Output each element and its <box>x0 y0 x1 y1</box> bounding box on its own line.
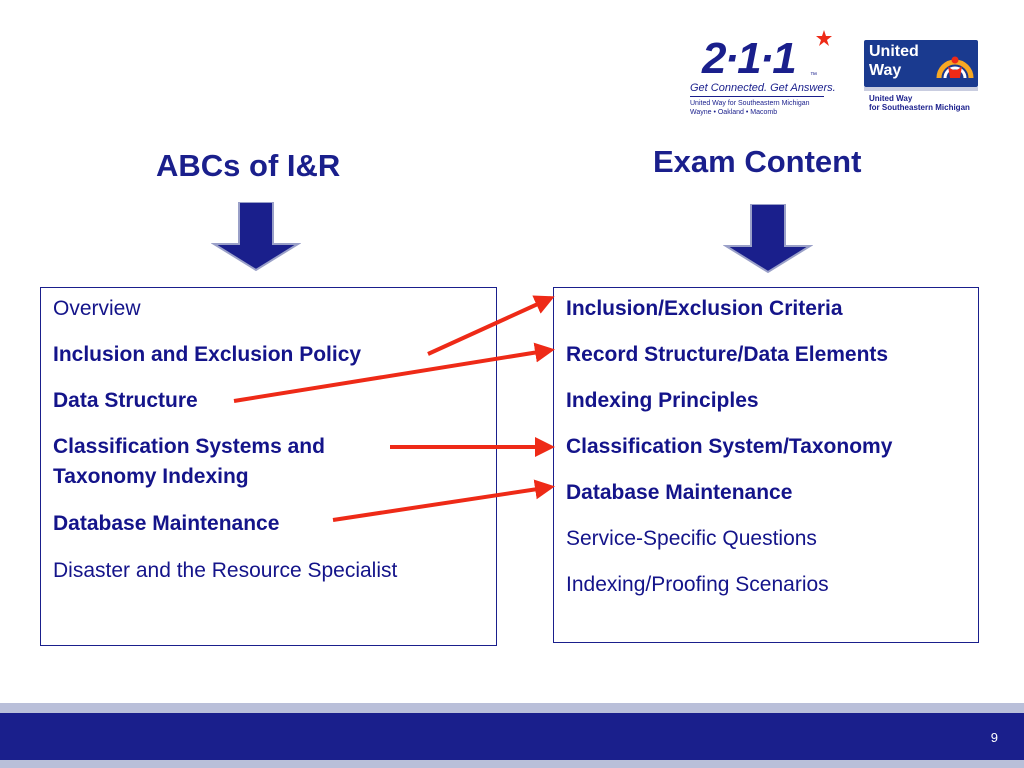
list-item: Taxonomy Indexing <box>53 465 249 488</box>
two11-line2: Wayne • Oakland • Macomb <box>690 109 778 116</box>
list-item: Disaster and the Resource Specialist <box>53 559 398 582</box>
footer-band <box>0 703 1024 713</box>
list-item: Indexing/Proofing Scenarios <box>566 573 829 596</box>
list-item: Overview <box>53 297 141 320</box>
list-item: Database Maintenance <box>566 481 793 504</box>
right-heading: Exam Content <box>653 144 862 179</box>
list-item: Database Maintenance <box>53 512 280 535</box>
connector-arrow <box>428 298 551 354</box>
two11-tagline: Get Connected. Get Answers. <box>690 82 836 94</box>
connector-arrow <box>333 487 551 520</box>
footer-bar <box>0 713 1024 760</box>
united-way-line2: Way <box>869 62 902 79</box>
list-item: Classification System/Taxonomy <box>566 435 893 458</box>
page-number: 9 <box>990 730 998 745</box>
footer-bottom-band <box>0 760 1024 768</box>
list-item: Inclusion and Exclusion Policy <box>53 343 362 366</box>
united-way-line1: United <box>869 43 919 60</box>
list-item: Service-Specific Questions <box>566 527 817 550</box>
list-item: Classification Systems and <box>53 435 325 458</box>
two11-tm: ™ <box>810 72 817 79</box>
two11-line1: United Way for Southeastern Michigan <box>690 100 810 107</box>
two11-mark: 2·1·1 <box>702 34 795 83</box>
list-item: Indexing Principles <box>566 389 759 412</box>
list-item: Record Structure/Data Elements <box>566 343 889 366</box>
list-item: Data Structure <box>53 389 198 412</box>
connector-arrow <box>234 350 551 401</box>
left-heading: ABCs of I&R <box>156 148 341 183</box>
united-way-caption1: United Way <box>869 94 913 103</box>
list-item: Inclusion/Exclusion Criteria <box>566 297 843 320</box>
united-way-caption2: for Southeastern Michigan <box>869 103 970 112</box>
